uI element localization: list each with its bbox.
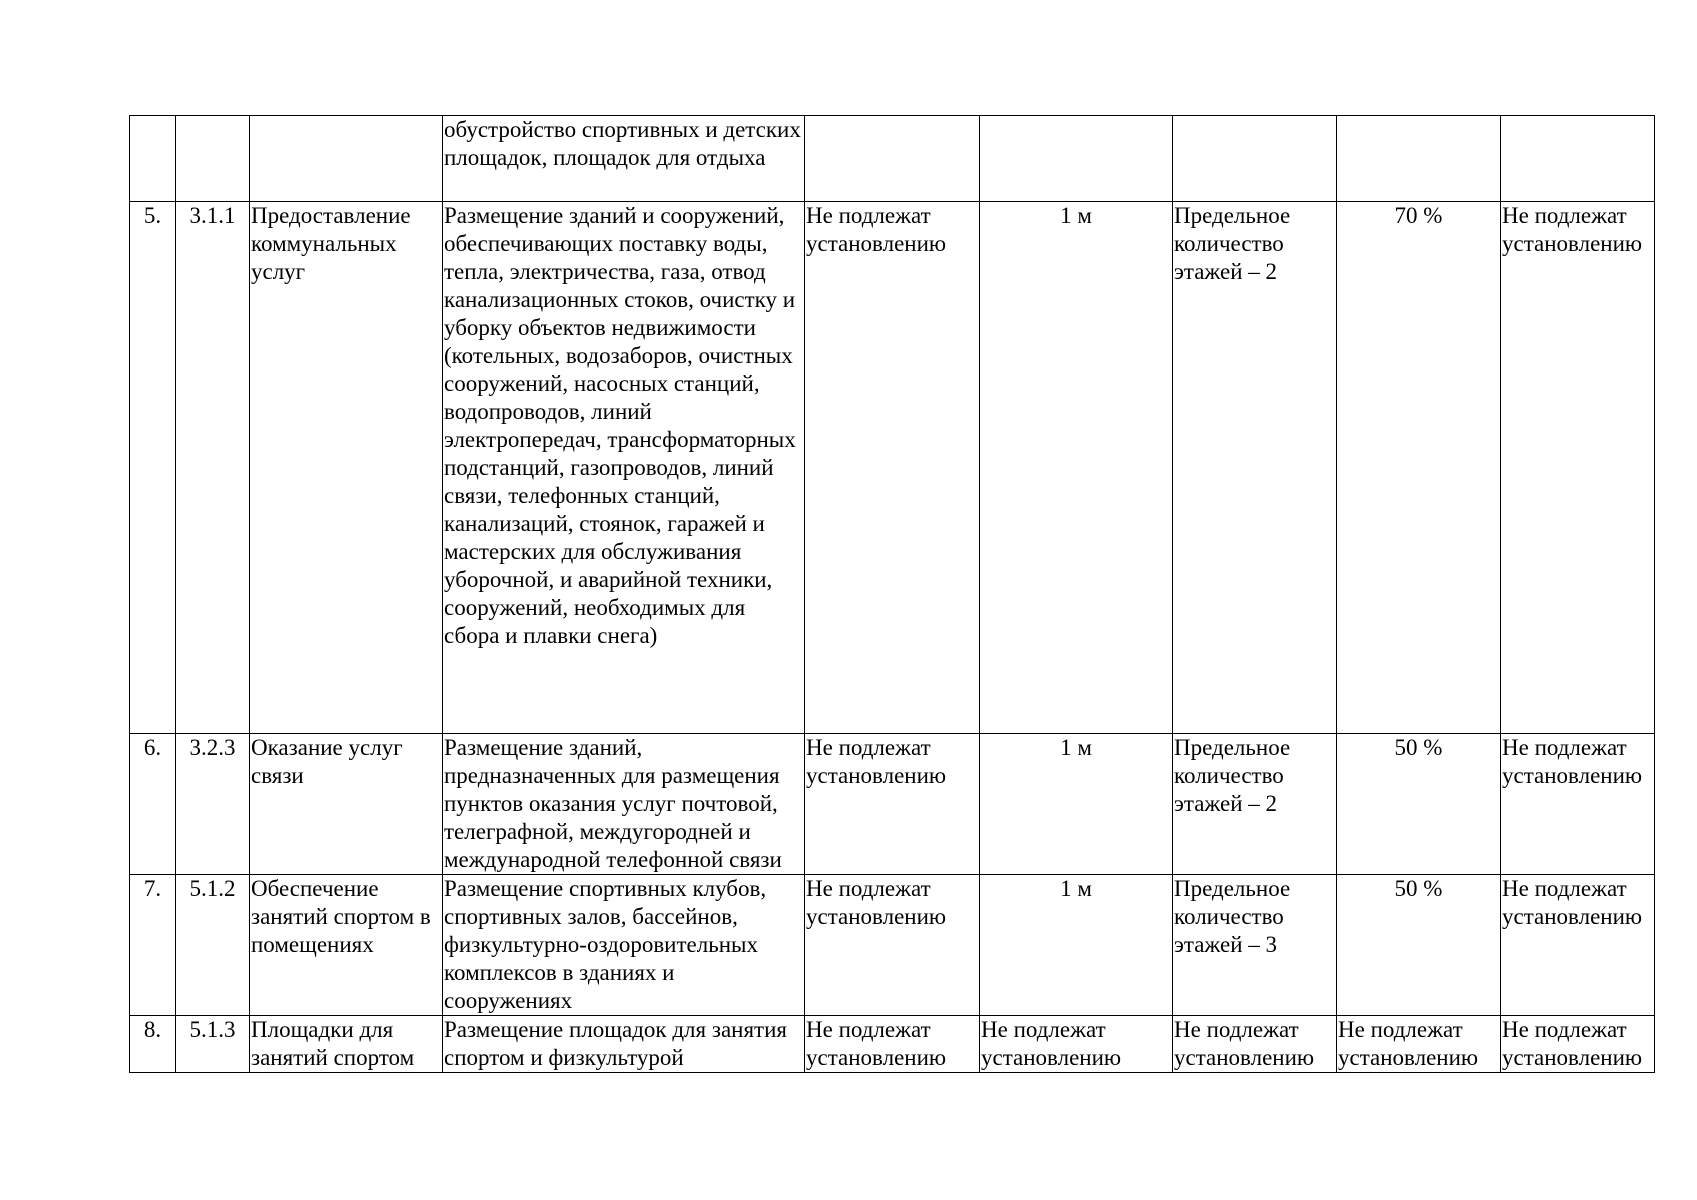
plot-size-cell: Не подлежат установлению	[805, 734, 980, 875]
row-number-cell: 5.	[130, 202, 176, 734]
plot-size-cell: Не подлежат установлению	[805, 202, 980, 734]
other-params-cell: Не подлежат установлению	[1501, 1016, 1655, 1073]
use-code-cell	[176, 116, 250, 202]
use-name-cell: Обеспечение занятий спортом в помещениях	[250, 875, 443, 1016]
use-description-cell: Размещение площадок для занятия спортом и физкультурой	[443, 1016, 805, 1073]
coverage-percent-cell: 50 %	[1337, 734, 1501, 875]
other-params-cell	[1501, 116, 1655, 202]
setback-cell: 1 м	[980, 875, 1173, 1016]
use-name-cell: Предоставление коммунальных услуг	[250, 202, 443, 734]
coverage-percent-cell: 50 %	[1337, 875, 1501, 1016]
use-description-cell: Размещение зданий, предназначенных для размещения пунктов оказания услуг почтовой, телеграфной, междугородней и международной телефонной связи	[443, 734, 805, 875]
plot-size-cell: Не подлежат установлению	[805, 875, 980, 1016]
floors-limit-cell: Предельное количество этажей – 2	[1173, 202, 1337, 734]
use-description-cell: Размещение зданий и сооружений, обеспечивающих поставку воды, тепла, электричества, газа, отвод канализационных стоков, очистку и уборку объектов недвижимости (котельных, водозаборов, очистных сооружений, насосных станций, водопроводов, линий электропередач, трансформаторных подстанций, газопроводов, линий связи, телефонных станций, канализаций, стоянок, гаражей и мастерских для обслуживания уборочной, и аварийной техники, сооружений, необходимых для сбора и плавки снега)	[443, 202, 805, 734]
use-description-cell: Размещение спортивных клубов, спортивных залов, бассейнов, физкультурно-оздоровительных комплексов в зданиях и сооружениях	[443, 875, 805, 1016]
use-name-cell: Оказание услуг связи	[250, 734, 443, 875]
other-params-cell: Не подлежат установлению	[1501, 202, 1655, 734]
land-use-regulations-table	[129, 115, 1655, 1073]
setback-cell: Не подлежат установлению	[980, 1016, 1173, 1073]
use-code-cell: 3.1.1	[176, 202, 250, 734]
setback-cell: 1 м	[980, 202, 1173, 734]
use-code-cell: 3.2.3	[176, 734, 250, 875]
plot-size-cell: Не подлежат установлению	[805, 1016, 980, 1073]
plot-size-cell	[805, 116, 980, 202]
use-name-cell	[250, 116, 443, 202]
row-number-cell: 7.	[130, 875, 176, 1016]
table-row	[130, 1016, 1655, 1073]
setback-cell: 1 м	[980, 734, 1173, 875]
setback-cell	[980, 116, 1173, 202]
other-params-cell: Не подлежат установлению	[1501, 875, 1655, 1016]
use-description-cell: обустройство спортивных и детских площадок, площадок для отдыха	[443, 116, 805, 202]
floors-limit-cell: Не подлежат установлению	[1173, 1016, 1337, 1073]
coverage-percent-cell	[1337, 116, 1501, 202]
table-row	[130, 116, 1655, 202]
use-code-cell: 5.1.3	[176, 1016, 250, 1073]
use-code-cell: 5.1.2	[176, 875, 250, 1016]
use-name-cell: Площадки для занятий спортом	[250, 1016, 443, 1073]
row-number-cell	[130, 116, 176, 202]
row-number-cell: 6.	[130, 734, 176, 875]
table-row	[130, 875, 1655, 1016]
coverage-percent-cell: Не подлежат установлению	[1337, 1016, 1501, 1073]
other-params-cell: Не подлежат установлению	[1501, 734, 1655, 875]
coverage-percent-cell: 70 %	[1337, 202, 1501, 734]
row-number-cell: 8.	[130, 1016, 176, 1073]
floors-limit-cell	[1173, 116, 1337, 202]
floors-limit-cell: Предельное количество этажей – 2	[1173, 734, 1337, 875]
table-row	[130, 202, 1655, 734]
floors-limit-cell: Предельное количество этажей – 3	[1173, 875, 1337, 1016]
table-row	[130, 734, 1655, 875]
